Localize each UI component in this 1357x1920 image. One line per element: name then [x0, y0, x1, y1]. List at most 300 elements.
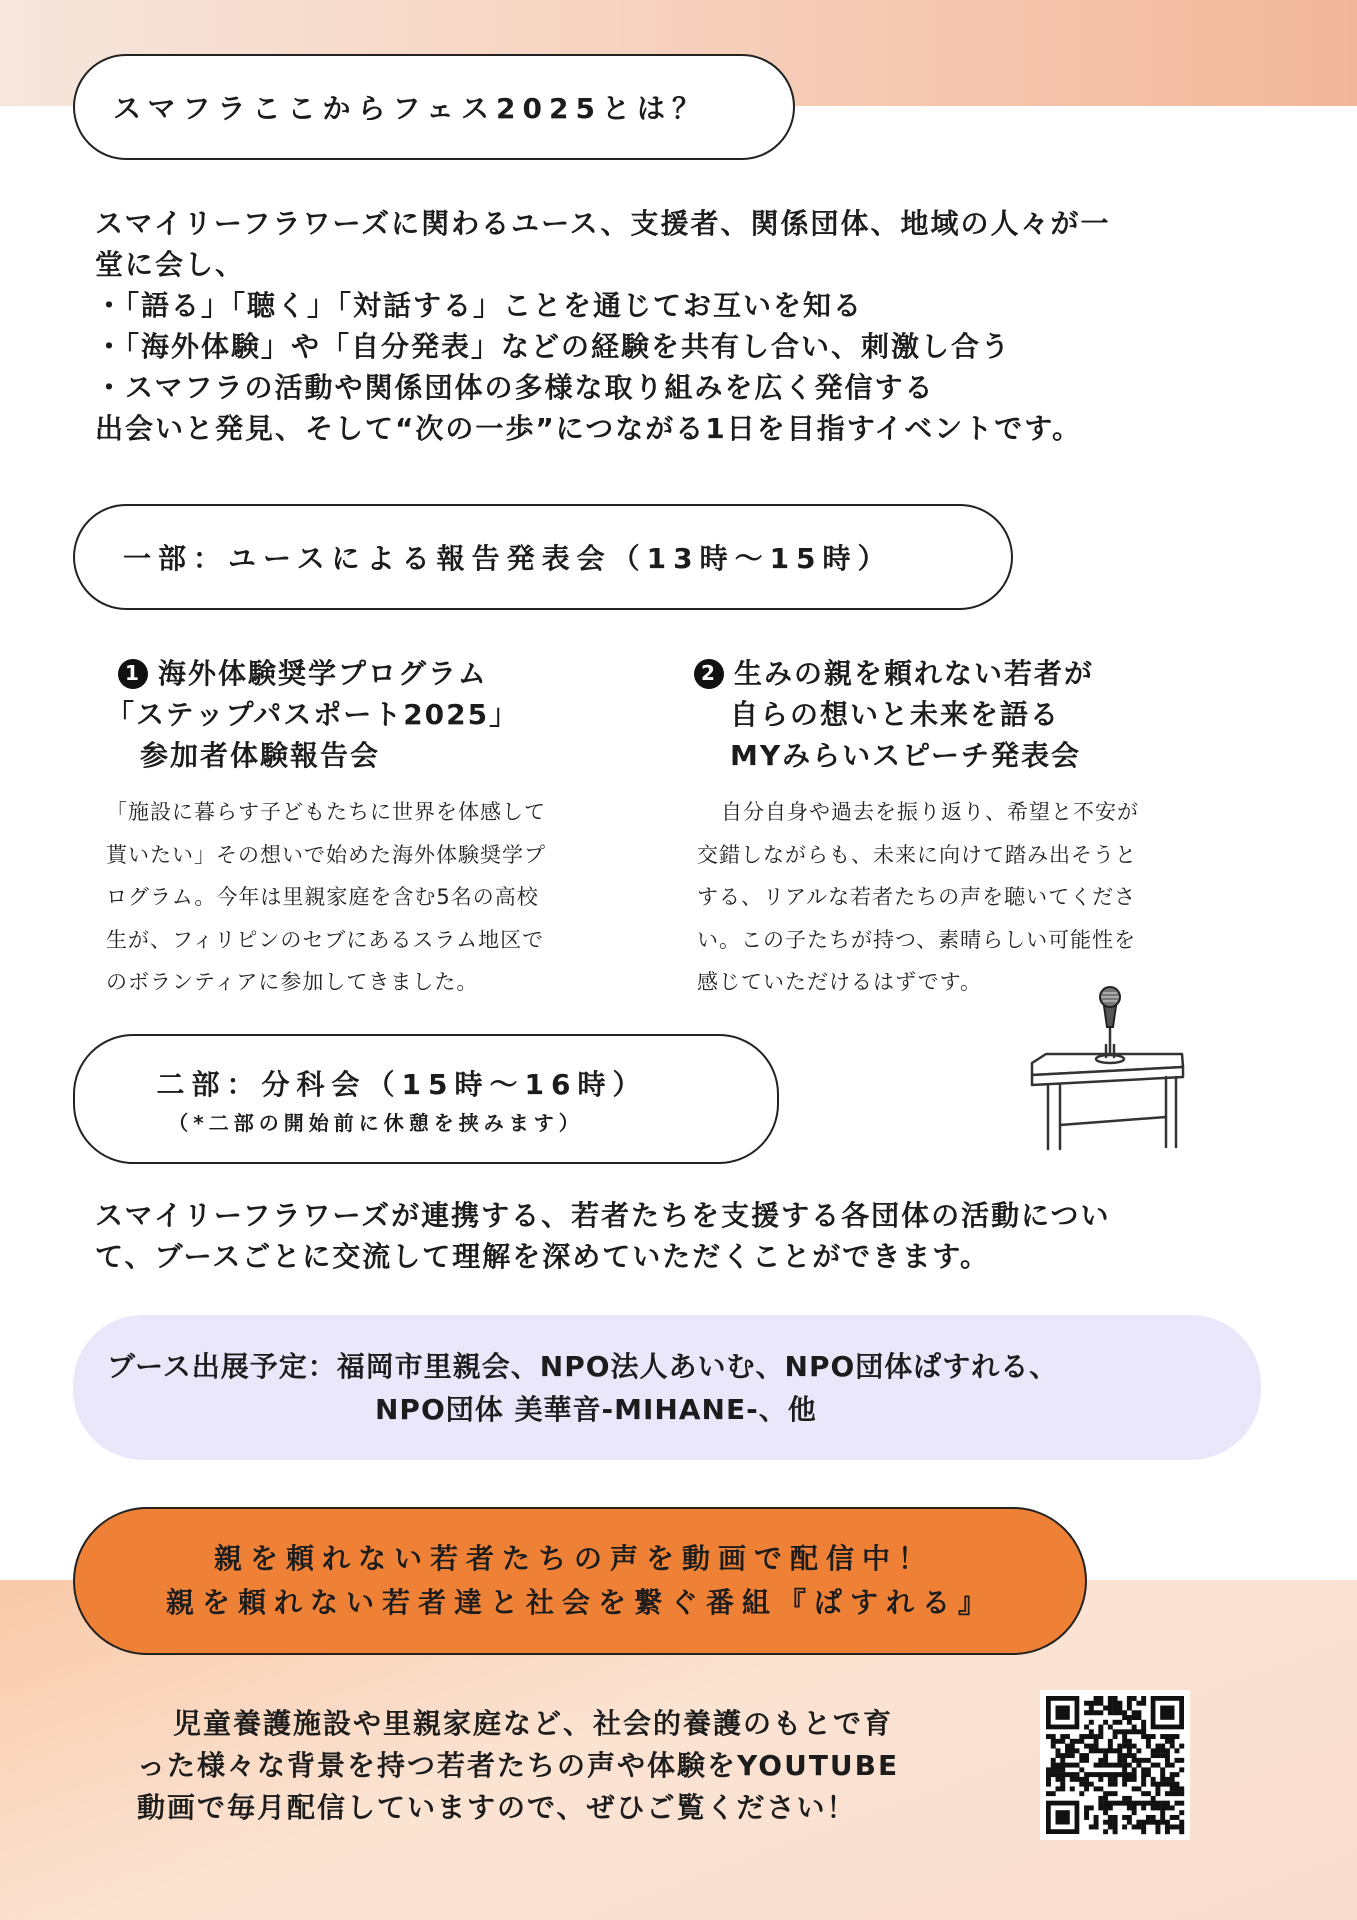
qr-module — [1113, 1829, 1118, 1834]
qr-module — [1136, 1801, 1141, 1806]
intro-line: 堂に会し、 — [95, 248, 246, 281]
qr-module — [1113, 1820, 1118, 1825]
qr-module — [1155, 1753, 1160, 1758]
qr-module — [1151, 1734, 1156, 1739]
qr-module — [1056, 1748, 1061, 1753]
qr-module — [1117, 1758, 1122, 1763]
qr-module — [1122, 1777, 1127, 1782]
qr-module — [1127, 1706, 1132, 1711]
qr-module — [1170, 1772, 1175, 1777]
qr-module — [1089, 1729, 1094, 1734]
qr-module — [1079, 1734, 1084, 1739]
qr-module — [1127, 1805, 1132, 1810]
program1-body — [106, 791, 546, 1004]
qr-module — [1075, 1763, 1080, 1768]
qr-module — [1127, 1744, 1132, 1749]
qr-module — [1084, 1744, 1089, 1749]
qr-module — [1094, 1734, 1099, 1739]
qr-module — [1170, 1782, 1175, 1787]
video-line: 動画で毎月配信していますので、ぜひご覧ください！ — [137, 1791, 857, 1824]
qr-module — [1132, 1805, 1137, 1810]
qr-module — [1141, 1791, 1146, 1796]
qr-module — [1108, 1772, 1113, 1777]
qr-module — [1141, 1772, 1146, 1777]
qr-module — [1079, 1782, 1084, 1787]
qr-module — [1056, 1767, 1061, 1772]
qr-module — [1117, 1763, 1122, 1768]
qr-module — [1174, 1772, 1179, 1777]
qr-module — [1165, 1748, 1170, 1753]
qr-module — [1060, 1734, 1065, 1739]
qr-module — [1046, 1767, 1051, 1772]
qr-module — [1165, 1763, 1170, 1768]
qr-module — [1056, 1786, 1061, 1791]
qr-module — [1113, 1729, 1118, 1734]
qr-module — [1084, 1815, 1089, 1820]
qr-module — [1127, 1720, 1132, 1725]
qr-module — [1122, 1824, 1127, 1829]
qr-module — [1132, 1758, 1137, 1763]
qr-module — [1113, 1791, 1118, 1796]
qr-module — [1056, 1763, 1061, 1768]
program2-body-line: 交錯しながらも、未来に向けて踏み出そうと — [697, 842, 1137, 867]
part1-heading-pill — [73, 504, 1013, 610]
intro-paragraph — [95, 203, 1111, 449]
qr-module — [1084, 1734, 1089, 1739]
qr-module — [1155, 1763, 1160, 1768]
qr-module — [1122, 1715, 1127, 1720]
qr-module — [1160, 1767, 1165, 1772]
qr-module — [1084, 1810, 1089, 1815]
qr-module — [1132, 1753, 1137, 1758]
qr-module — [1089, 1824, 1094, 1829]
qr-module — [1179, 1820, 1184, 1825]
qr-module — [1165, 1829, 1170, 1834]
qr-module — [1127, 1696, 1132, 1701]
qr-module — [1113, 1710, 1118, 1715]
qr-module — [1136, 1824, 1141, 1829]
qr-module — [1141, 1725, 1146, 1730]
video-banner-line2: 親を頼れない若者達と社会を繋ぐ番組『ぱすれる』 — [165, 1586, 994, 1619]
qr-module — [1075, 1772, 1080, 1777]
qr-module — [1117, 1701, 1122, 1706]
qr-module — [1160, 1810, 1165, 1815]
qr-module — [1127, 1748, 1132, 1753]
qr-module — [1079, 1767, 1084, 1772]
qr-module — [1108, 1824, 1113, 1829]
qr-module — [1122, 1782, 1127, 1787]
qr-module — [1151, 1796, 1156, 1801]
qr-module — [1046, 1791, 1051, 1796]
qr-module — [1094, 1772, 1099, 1777]
qr-module — [1141, 1729, 1146, 1734]
qr-module — [1113, 1763, 1118, 1768]
qr-module — [1094, 1739, 1099, 1744]
intro-line: 出会いと発見、そして“次の一歩”につながる1日を目指すイベントです。 — [95, 412, 1082, 445]
video-paragraph — [137, 1703, 899, 1829]
qr-module — [1160, 1772, 1165, 1777]
qr-module — [1160, 1748, 1165, 1753]
qr-module — [1170, 1805, 1175, 1810]
intro-heading-pill — [73, 54, 795, 160]
qr-module — [1146, 1767, 1151, 1772]
qr-code-graphic — [1040, 1690, 1190, 1840]
qr-module — [1141, 1829, 1146, 1834]
qr-module — [1132, 1786, 1137, 1791]
qr-module — [1141, 1782, 1146, 1787]
qr-module — [1051, 1744, 1056, 1749]
qr-module — [1103, 1829, 1108, 1834]
qr-module — [1155, 1824, 1160, 1829]
qr-module — [1127, 1777, 1132, 1782]
qr-module — [1141, 1720, 1146, 1725]
part2-line: スマイリーフラワーズが連携する、若者たちを支援する各団体の活動につい — [95, 1199, 1111, 1232]
qr-module — [1151, 1815, 1156, 1820]
qr-module — [1051, 1758, 1056, 1763]
qr-module — [1141, 1758, 1146, 1763]
qr-module — [1179, 1824, 1184, 1829]
qr-module — [1108, 1748, 1113, 1753]
qr-module — [1089, 1744, 1094, 1749]
qr-module — [1108, 1815, 1113, 1820]
qr-module — [1170, 1734, 1175, 1739]
qr-module — [1098, 1777, 1103, 1782]
booth-box — [73, 1315, 1261, 1460]
qr-module — [1122, 1796, 1127, 1801]
qr-module — [1051, 1767, 1056, 1772]
qr-module — [1060, 1777, 1065, 1782]
qr-module — [1046, 1734, 1051, 1739]
qr-module — [1108, 1820, 1113, 1825]
qr-module — [1132, 1715, 1137, 1720]
qr-module — [1060, 1739, 1065, 1744]
qr-module — [1179, 1801, 1184, 1806]
program1-title — [106, 653, 520, 776]
qr-module — [1108, 1763, 1113, 1768]
qr-module — [1046, 1782, 1051, 1787]
qr-module — [1132, 1777, 1137, 1782]
qr-module — [1151, 1748, 1156, 1753]
qr-module — [1051, 1739, 1056, 1744]
qr-module — [1117, 1753, 1122, 1758]
qr-module — [1084, 1701, 1089, 1706]
qr-module — [1070, 1748, 1075, 1753]
qr-module — [1103, 1820, 1108, 1825]
qr-module — [1094, 1820, 1099, 1825]
qr-module — [1065, 1744, 1070, 1749]
qr-module — [1056, 1772, 1061, 1777]
qr-module — [1117, 1706, 1122, 1711]
qr-module — [1127, 1772, 1132, 1777]
qr-module — [1165, 1777, 1170, 1782]
qr-module — [1098, 1734, 1103, 1739]
program1-body-line: 貰いたい」その想いで始めた海外体験奨学プ — [106, 842, 546, 867]
qr-module — [1127, 1753, 1132, 1758]
qr-module — [1122, 1744, 1127, 1749]
qr-module — [1165, 1805, 1170, 1810]
qr-module — [1098, 1729, 1103, 1734]
qr-module — [1089, 1710, 1094, 1715]
qr-module — [1070, 1753, 1075, 1758]
qr-module — [1084, 1710, 1089, 1715]
qr-module — [1122, 1767, 1127, 1772]
qr-module — [1117, 1744, 1122, 1749]
qr-module — [1141, 1767, 1146, 1772]
qr-module — [1108, 1801, 1113, 1806]
qr-module — [1165, 1820, 1170, 1825]
program1-title-line: 海外体験奨学プログラム — [158, 657, 488, 690]
qr-module — [1160, 1820, 1165, 1825]
program1-title-line: 「ステップパスポート2025」 — [106, 698, 520, 731]
qr-module — [1155, 1744, 1160, 1749]
qr-module — [1155, 1791, 1160, 1796]
qr-code-icon[interactable] — [1040, 1690, 1190, 1840]
qr-module — [1146, 1815, 1151, 1820]
qr-module — [1174, 1824, 1179, 1829]
qr-module — [1065, 1753, 1070, 1758]
program1-body-line: 「施設に暮らす子どもたちに世界を体感して — [106, 800, 546, 824]
qr-module — [1151, 1820, 1156, 1825]
program2-body-line: する、リアルな若者たちの声を聴いてくださ — [697, 885, 1137, 909]
qr-module — [1146, 1758, 1151, 1763]
qr-module — [1056, 1739, 1061, 1744]
qr-module — [1089, 1782, 1094, 1787]
qr-module — [1103, 1805, 1108, 1810]
qr-module — [1084, 1725, 1089, 1730]
qr-module — [1179, 1791, 1184, 1796]
qr-module — [1084, 1805, 1089, 1810]
qr-module — [1141, 1801, 1146, 1806]
qr-module — [1070, 1772, 1075, 1777]
number-badge-2: 2 — [694, 659, 724, 689]
qr-module — [1108, 1706, 1113, 1711]
qr-module — [1089, 1706, 1094, 1711]
qr-module — [1141, 1805, 1146, 1810]
qr-module — [1098, 1748, 1103, 1753]
qr-module — [1117, 1720, 1122, 1725]
qr-module — [1141, 1701, 1146, 1706]
qr-module — [1089, 1805, 1094, 1810]
intro-line: スマイリーフラワーズに関わるユース、支援者、関係団体、地域の人々が一 — [95, 207, 1111, 240]
program1-body-line: のボランティアに参加してきました。 — [106, 970, 479, 994]
program2-body-line: 自分自身や過去を振り返り、希望と不安が — [721, 800, 1139, 824]
qr-module — [1084, 1777, 1089, 1782]
qr-module — [1146, 1820, 1151, 1825]
qr-module — [1113, 1720, 1118, 1725]
qr-module — [1122, 1758, 1127, 1763]
qr-module — [1103, 1758, 1108, 1763]
qr-module — [1170, 1763, 1175, 1768]
qr-module — [1136, 1748, 1141, 1753]
qr-module — [1070, 1786, 1075, 1791]
qr-module — [1136, 1710, 1141, 1715]
qr-module — [1174, 1782, 1179, 1787]
qr-module — [1155, 1748, 1160, 1753]
qr-module — [1141, 1696, 1146, 1701]
qr-module — [1136, 1701, 1141, 1706]
microphone-table-illustration — [1026, 985, 1196, 1151]
qr-module — [1165, 1758, 1170, 1763]
qr-module — [1132, 1801, 1137, 1806]
qr-module — [1132, 1696, 1137, 1701]
qr-module — [1127, 1739, 1132, 1744]
qr-module — [1132, 1710, 1137, 1715]
qr-module — [1084, 1782, 1089, 1787]
qr-module — [1132, 1744, 1137, 1749]
qr-module — [1108, 1744, 1113, 1749]
qr-module — [1113, 1748, 1118, 1753]
qr-module — [1174, 1791, 1179, 1796]
qr-module — [1065, 1763, 1070, 1768]
qr-module — [1136, 1763, 1141, 1768]
qr-module — [1070, 1777, 1075, 1782]
qr-module — [1146, 1791, 1151, 1796]
qr-module — [1098, 1725, 1103, 1730]
program2-body — [697, 791, 1139, 1004]
qr-module — [1165, 1791, 1170, 1796]
qr-module — [1160, 1744, 1165, 1749]
qr-module — [1113, 1815, 1118, 1820]
qr-module — [1160, 1801, 1165, 1806]
qr-module — [1170, 1791, 1175, 1796]
qr-module — [1108, 1696, 1113, 1701]
part2-line: て、ブースごとに交流して理解を深めていただくことができます。 — [95, 1240, 990, 1273]
qr-finder — [1160, 1706, 1174, 1720]
qr-module — [1060, 1772, 1065, 1777]
qr-module — [1151, 1777, 1156, 1782]
qr-module — [1174, 1801, 1179, 1806]
intro-line: ・「語る」「聴く」「対話する」ことを通じてお互いを知る — [95, 289, 864, 322]
qr-module — [1122, 1734, 1127, 1739]
qr-module — [1122, 1815, 1127, 1820]
program1-body-line: 生が、フィリピンのセブにあるスラム地区で — [106, 927, 545, 952]
video-line: 児童養護施設や里親家庭など、社会的養護のもとで育 — [173, 1707, 894, 1740]
qr-module — [1151, 1753, 1156, 1758]
qr-module — [1117, 1710, 1122, 1715]
qr-module — [1103, 1801, 1108, 1806]
qr-module — [1060, 1786, 1065, 1791]
qr-module — [1108, 1791, 1113, 1796]
qr-module — [1098, 1805, 1103, 1810]
qr-module — [1122, 1801, 1127, 1806]
qr-module — [1132, 1824, 1137, 1829]
qr-module — [1113, 1772, 1118, 1777]
qr-module — [1094, 1786, 1099, 1791]
qr-module — [1060, 1758, 1065, 1763]
part2-heading: 二部：分科会（15時～16時） — [156, 1067, 648, 1101]
qr-module — [1098, 1796, 1103, 1801]
qr-module — [1146, 1739, 1151, 1744]
qr-module — [1151, 1805, 1156, 1810]
qr-module — [1179, 1810, 1184, 1815]
qr-module — [1146, 1734, 1151, 1739]
qr-module — [1155, 1820, 1160, 1825]
qr-module — [1098, 1758, 1103, 1763]
qr-module — [1060, 1753, 1065, 1758]
qr-module — [1174, 1748, 1179, 1753]
qr-module — [1136, 1758, 1141, 1763]
qr-module — [1098, 1763, 1103, 1768]
qr-module — [1103, 1810, 1108, 1815]
qr-module — [1098, 1772, 1103, 1777]
qr-module — [1094, 1815, 1099, 1820]
qr-module — [1084, 1786, 1089, 1791]
qr-module — [1103, 1791, 1108, 1796]
qr-module — [1103, 1748, 1108, 1753]
program2-body-line: い。この子たちが持つ、素晴らしい可能性を — [697, 927, 1137, 952]
qr-module — [1160, 1815, 1165, 1820]
qr-module — [1094, 1763, 1099, 1768]
qr-module — [1146, 1772, 1151, 1777]
qr-module — [1174, 1815, 1179, 1820]
part2-paragraph — [95, 1195, 1111, 1277]
video-banner-line1: 親を頼れない若者たちの声を動画で配信中！ — [213, 1542, 934, 1575]
qr-module — [1103, 1720, 1108, 1725]
qr-module — [1151, 1782, 1156, 1787]
qr-module — [1141, 1824, 1146, 1829]
qr-module — [1113, 1824, 1118, 1829]
qr-module — [1155, 1782, 1160, 1787]
qr-module — [1127, 1815, 1132, 1820]
intro-line: ・「海外体験」や「自分発表」などの経験を共有し合い、刺激し合う — [95, 330, 1012, 363]
program2-body-line: 感じていただけるはずです。 — [697, 970, 982, 994]
qr-module — [1070, 1744, 1075, 1749]
qr-module — [1089, 1720, 1094, 1725]
qr-module — [1113, 1734, 1118, 1739]
qr-module — [1108, 1777, 1113, 1782]
program2-title — [694, 653, 1094, 776]
qr-module — [1155, 1805, 1160, 1810]
number-badge-1: 1 — [118, 659, 148, 689]
intro-heading: スマフラここからフェス2025とは？ — [113, 92, 707, 125]
qr-module — [1160, 1753, 1165, 1758]
qr-module — [1094, 1824, 1099, 1829]
qr-module — [1132, 1767, 1137, 1772]
qr-module — [1132, 1725, 1137, 1730]
qr-module — [1065, 1748, 1070, 1753]
qr-module — [1103, 1796, 1108, 1801]
video-banner — [73, 1507, 1087, 1655]
qr-module — [1127, 1801, 1132, 1806]
qr-module — [1122, 1753, 1127, 1758]
qr-module — [1117, 1729, 1122, 1734]
qr-module — [1113, 1696, 1118, 1701]
qr-module — [1122, 1772, 1127, 1777]
qr-module — [1113, 1701, 1118, 1706]
booth-label: ブース出展予定： — [107, 1350, 337, 1383]
qr-module — [1089, 1748, 1094, 1753]
qr-module — [1151, 1801, 1156, 1806]
qr-module — [1084, 1753, 1089, 1758]
qr-module — [1113, 1777, 1118, 1782]
qr-module — [1075, 1748, 1080, 1753]
qr-module — [1113, 1706, 1118, 1711]
qr-module — [1065, 1734, 1070, 1739]
qr-finder — [1056, 1810, 1070, 1824]
qr-module — [1060, 1767, 1065, 1772]
qr-module — [1165, 1824, 1170, 1829]
qr-module — [1160, 1782, 1165, 1787]
qr-module — [1165, 1734, 1170, 1739]
program2-title-line: 自らの想いと未来を語る — [730, 698, 1061, 731]
qr-module — [1094, 1748, 1099, 1753]
qr-module — [1056, 1777, 1061, 1782]
qr-module — [1075, 1777, 1080, 1782]
qr-module — [1132, 1772, 1137, 1777]
qr-module — [1046, 1777, 1051, 1782]
qr-module — [1170, 1777, 1175, 1782]
program1-title-line: 参加者体験報告会 — [140, 739, 381, 772]
